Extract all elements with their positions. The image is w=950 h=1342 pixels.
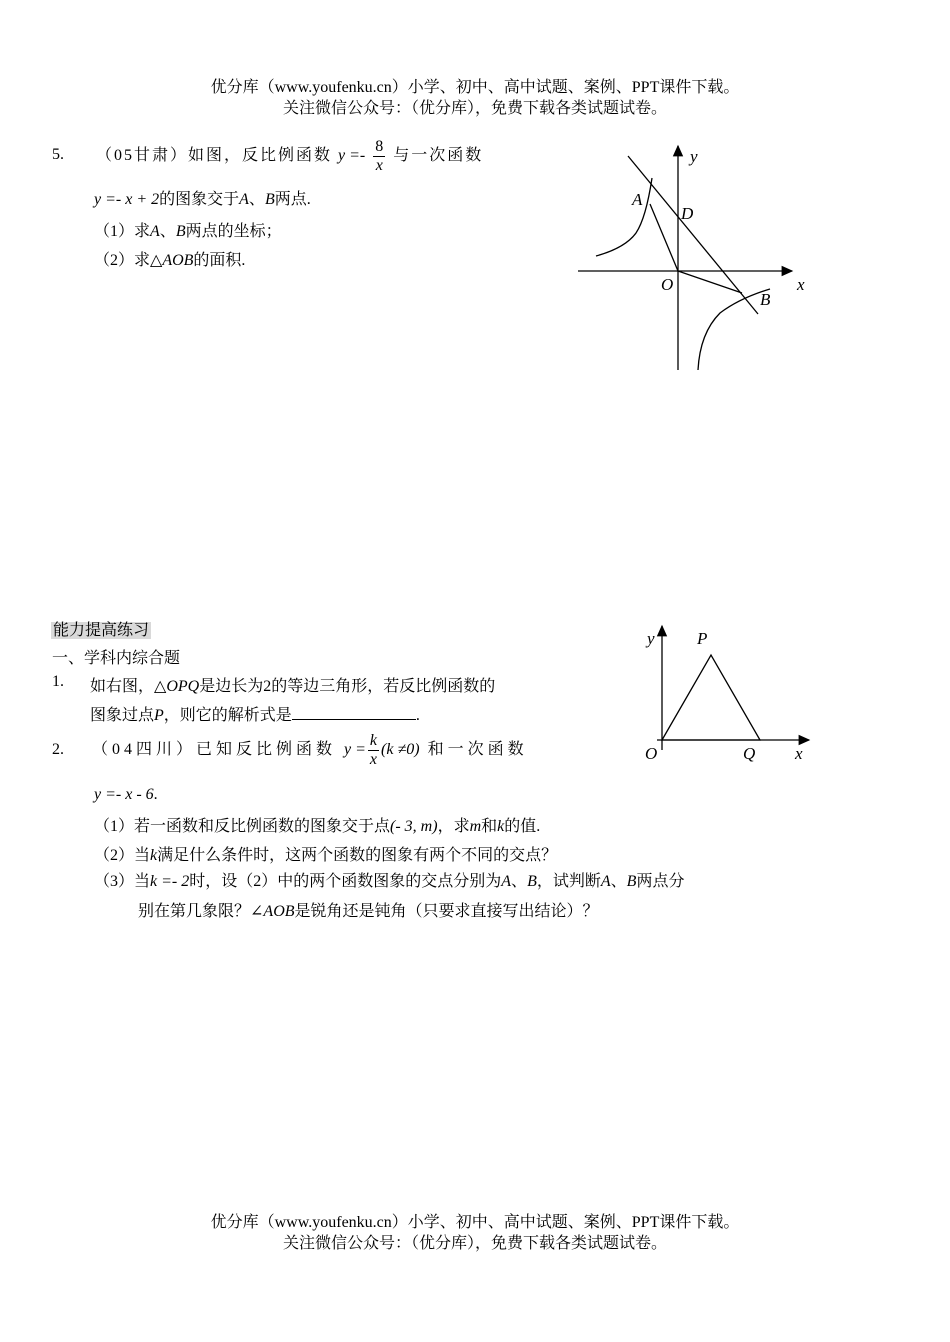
q5-line-end: 两点. (274, 191, 311, 208)
q1-figure (635, 620, 820, 770)
q1-label-p: P (697, 629, 708, 648)
q2-func-left: y = (344, 741, 366, 758)
q5-pt-b: B (264, 191, 275, 208)
q2-line-end: . (153, 786, 158, 803)
q5-label-o: O (661, 275, 674, 294)
q1-line-1 (90, 673, 495, 696)
q1-label-o: O (645, 744, 658, 763)
q2-sub3-eq: k =- 2 (150, 873, 190, 890)
q2-sub3-line2-pre: 别在第几象限？∠ (138, 903, 264, 920)
q5-sub1-a: A (150, 223, 160, 240)
q2-sub-3 (94, 868, 684, 891)
q2-sub1-k: k (497, 818, 505, 835)
q1-answer-blank[interactable] (292, 703, 416, 720)
q2-sub3-line2-post: 是锐角还是钝角（只要求直接写出结论）？ (294, 903, 599, 920)
q1-line1-post: 是边长为2的等边三角形，若反比例函数的 (199, 678, 496, 695)
q2-sub1-and: 和 (481, 818, 498, 835)
q5-figure (570, 138, 820, 378)
q5-hyperbola-upper (596, 178, 652, 256)
q2-func-den: x (369, 750, 378, 768)
q5-label-y: y (690, 147, 698, 166)
section-subtitle: 一、学科内综合题 (52, 650, 181, 667)
footer-line-1: 优分库（www.youfenku.cn）小学、初中、高中试题、案例、PPT课件下载。 (210, 1214, 740, 1231)
section-title (51, 617, 151, 640)
q1-number: 1. (52, 673, 64, 690)
q5-sub2-post: 的面积. (193, 252, 246, 269)
q1-line2-post: ，则它的解析式是 (163, 707, 292, 724)
q2-sub3-b: B (527, 873, 537, 890)
q5-sep-1: 、 (248, 191, 265, 208)
q5-sub2-pre: （2）求△ (94, 252, 163, 269)
q2-sub3-sep2: 、 (610, 873, 627, 890)
q1-line2-pre: 图象过点 (90, 707, 155, 724)
q1-label-y: y (647, 629, 655, 648)
q5-label-b: B (760, 290, 771, 309)
section-title-text: 能力提高练习 (53, 622, 150, 639)
q1-line-2 (90, 702, 420, 725)
q1-p: P (154, 707, 164, 724)
header-line-2: 关注微信公众号：（优分库），免费下载各类试题试卷。 (282, 100, 667, 117)
q5-func-left: y =- (338, 147, 366, 164)
q5-label-x: x (797, 275, 805, 294)
q5-func-num: 8 (375, 137, 384, 155)
q2-sub1-m: m (469, 818, 482, 835)
q5-sub2-aob: AOB (162, 252, 194, 269)
q2-sub3-b2: B (626, 873, 637, 890)
q2-sub3-sep1: 、 (511, 873, 528, 890)
q5-sub-2 (94, 247, 245, 270)
q1-label-x: x (795, 744, 803, 763)
q2-sub1-point: (- 3, m) (390, 818, 438, 835)
q5-sub1-sep: 、 (159, 223, 176, 240)
q1-opq: OPQ (166, 678, 200, 695)
q2-sub1-post: 的值. (504, 818, 541, 835)
q2-sub2-k: k (150, 847, 158, 864)
q2-sub3-a2: A (600, 873, 611, 890)
q5-pt-a: A (239, 191, 249, 208)
q5-sub1-pre: （1）求 (94, 223, 151, 240)
q5-line-2 (94, 186, 311, 209)
q2-sub3-mid: 时，设（2）中的两个函数图象的交点分别为 (189, 873, 502, 890)
q5-line-eq: y =- x + 2 (94, 191, 160, 208)
q5-intro-tail: 与一次函数 (393, 147, 484, 164)
q2-line-2 (94, 786, 158, 804)
q5-func-den: x (373, 156, 385, 175)
header-line-1: 优分库（www.youfenku.cn）小学、初中、高中试题、案例、PPT课件下载。 (210, 79, 740, 96)
q2-sub-2 (94, 842, 557, 865)
q5-intro: （05甘肃）如图，反比例函数 (96, 147, 333, 164)
q2-func-num: k (369, 731, 378, 749)
q2-sub2-post: 满足什么条件时，这两个函数的图象有两个不同的交点？ (157, 847, 558, 864)
q5-line (628, 156, 758, 314)
q5-number: 5. (52, 146, 64, 163)
q5-sub1-post: 两点的坐标； (185, 223, 282, 240)
footer-line-2: 关注微信公众号：（优分库），免费下载各类试题试卷。 (282, 1235, 667, 1252)
q2-func-cond: (k ≠0) (381, 741, 420, 758)
q5-label-d: D (681, 204, 694, 223)
q2-intro-tail: 和一次函数 (427, 741, 528, 758)
q2-number: 2. (52, 741, 64, 758)
q1-line1-pre: 如右图，△ (90, 678, 167, 695)
q5-func-fraction (373, 138, 385, 175)
q5-line-tail: 的图象交于 (159, 191, 240, 208)
q2-intro: （04四川）已知反比例函数 (92, 741, 337, 758)
q5-label-a: A (632, 190, 643, 209)
q2-sub2-pre: （2）当 (94, 847, 151, 864)
q2-intro-line (92, 730, 528, 770)
q2-sub-1 (94, 813, 540, 836)
q2-func-fraction (368, 732, 379, 769)
q2-sub-3-line-2 (138, 898, 599, 921)
q5-segment-oa (650, 204, 678, 271)
q2-sub3-pre: （3）当 (94, 873, 151, 890)
q2-line-eq: y =- x - 6 (94, 786, 154, 803)
q1-line2-end: . (415, 707, 420, 724)
q2-sub3-aob: AOB (263, 903, 295, 920)
q5-sub1-b: B (175, 223, 186, 240)
q2-sub1-mid: ，求 (437, 818, 470, 835)
q5-sub-1 (94, 218, 282, 241)
q2-sub3-a: A (501, 873, 512, 890)
q1-label-q: Q (743, 744, 756, 763)
q2-sub3-end: 两点分 (636, 873, 685, 890)
q5-intro-line (96, 136, 483, 176)
q2-sub3-mid2: ，试判断 (536, 873, 601, 890)
q2-sub1-pre: （1）若一函数和反比例函数的图象交于点 (94, 818, 391, 835)
q1-triangle-opq (662, 655, 760, 740)
